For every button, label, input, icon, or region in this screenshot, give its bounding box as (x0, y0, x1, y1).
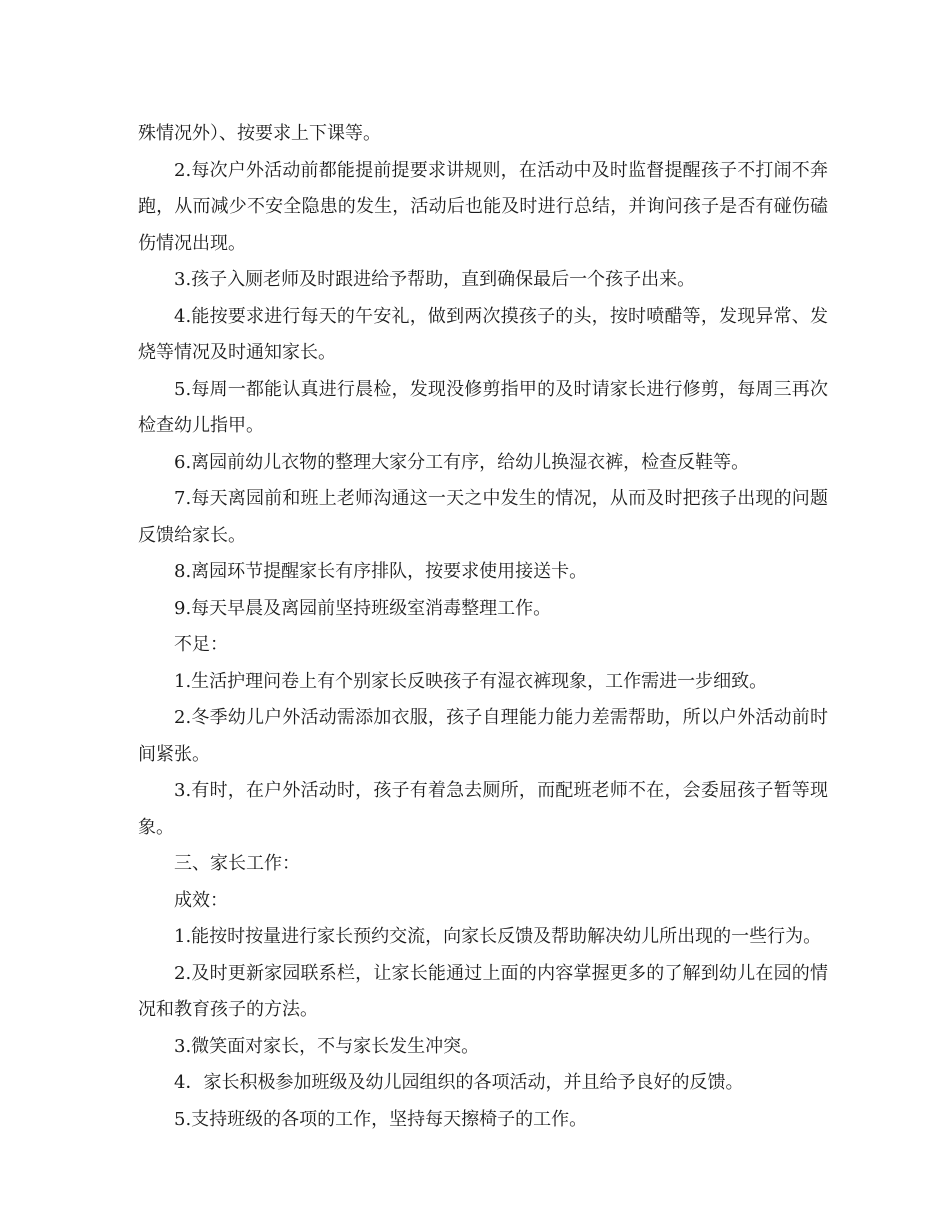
paragraph-item-3: 3.孩子入厕老师及时跟进给予帮助，直到确保最后一个孩子出来。 (174, 269, 696, 290)
heading-shortcomings: 不足： (174, 634, 228, 655)
paragraph-item-6: 6.离园前幼儿衣物的整理大家分工有序，给幼儿换湿衣裤，检查反鞋等。 (174, 451, 750, 473)
document-body (138, 116, 828, 1138)
heading-results: 成效： (174, 889, 228, 911)
shortcoming-item-2: 2.冬季幼儿户外活动需添加衣服，孩子自理能力能力差需帮助，所以户外活动前时间紧张。 (138, 707, 828, 765)
result-item-4: 4．家长积极参加班级及幼儿园组织的各项活动，并且给予良好的反馈。 (174, 1072, 744, 1093)
paragraph-item-8: 8.离园环节提醒家长有序排队，按要求使用接送卡。 (174, 561, 588, 582)
paragraph-continuation: 殊情况外）、按要求上下课等。 (138, 123, 381, 144)
result-item-1: 1.能按时按量进行家长预约交流，向家长反馈及帮助解决幼儿所出现的一些行为。 (174, 926, 822, 947)
paragraph-item-7: 7.每天离园前和班上老师沟通这一天之中发生的情况，从而及时把孩子出现的问题反馈给家长。 (138, 488, 828, 546)
paragraph-item-9: 9.每天早晨及离园前坚持班级室消毒整理工作。 (174, 597, 552, 619)
paragraph-item-4: 4.能按要求进行每天的午安礼，做到两次摸孩子的头，按时喷醋等，发现异常、发烧等情况及时通知家长。 (138, 305, 828, 363)
result-item-5: 5.支持班级的各项的工作，坚持每天擦椅子的工作。 (174, 1108, 588, 1130)
result-item-3: 3.微笑面对家长，不与家长发生冲突。 (174, 1035, 480, 1057)
shortcoming-item-3: 3.有时，在户外活动时，孩子有着急去厕所，而配班老师不在，会委屈孩子暂等现象。 (138, 780, 828, 838)
paragraph-item-2: 2.每次户外活动前都能提前提要求讲规则，在活动中及时监督提醒孩子不打闹不奔跑，从而减少不安全隐患的发生，活动后也能及时进行总结，并询问孩子是否有碰伤磕伤情况出现。 (138, 159, 828, 254)
paragraph-item-5: 5.每周一都能认真进行晨检，发现没修剪指甲的及时请家长进行修剪，每周三再次检查幼儿指甲。 (138, 378, 828, 436)
shortcoming-item-1: 1.生活护理问卷上有个别家长反映孩子有湿衣裤现象，工作需进一步细致。 (174, 670, 768, 692)
result-item-2: 2.及时更新家园联系栏，让家长能通过上面的内容掌握更多的了解到幼儿在园的情况和教育孩子的方法。 (138, 962, 828, 1020)
section-heading-parent-work: 三、家长工作： (174, 853, 300, 874)
